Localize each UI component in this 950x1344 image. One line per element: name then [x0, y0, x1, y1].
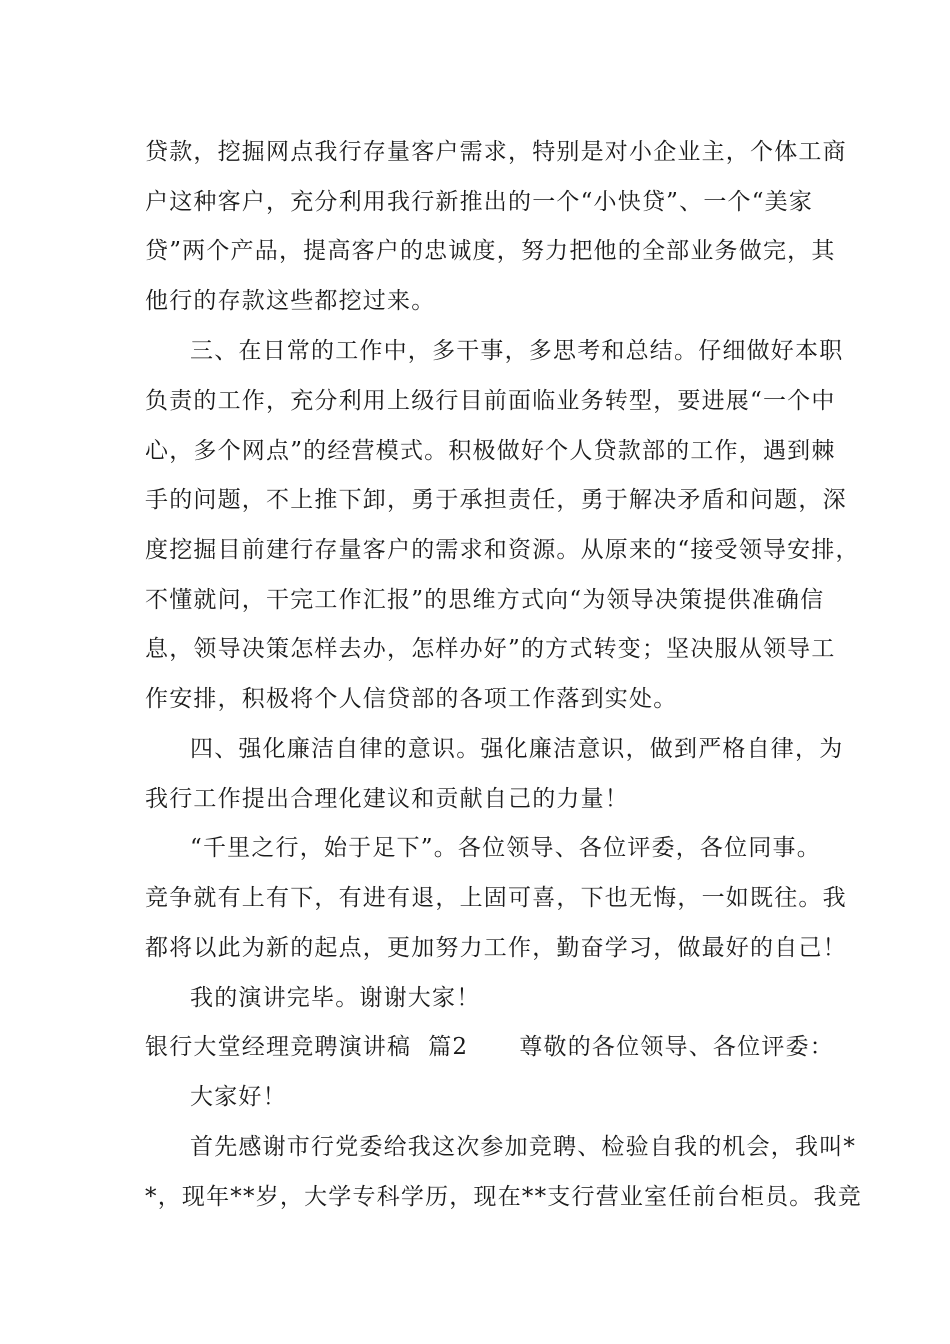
- text-line: 息，领导决策怎样去办，怎样办好”的方式转变；坚决服从领导工: [145, 636, 836, 662]
- paragraph-start-line: 我的演讲完毕。谢谢大家！: [190, 985, 481, 1011]
- text-line: 手的问题，不上推下卸，勇于承担责任，勇于解决矛盾和问题，深: [145, 487, 847, 513]
- paragraph-start-line: 四、强化廉洁自律的意识。强化廉洁意识，做到严格自律，为: [190, 736, 844, 762]
- text-line: 户这种客户，充分利用我行新推出的一个“小快贷”、一个“美家: [145, 189, 814, 215]
- text-line: 他行的存款这些都挖过来。: [145, 288, 436, 314]
- greeting-line: 大家好！: [190, 1084, 287, 1110]
- text-line: 贷”两个产品，提高客户的忠诚度，努力把他的全部业务做完，其: [145, 238, 836, 264]
- text-line: 我行工作提出合理化建议和贡献自己的力量！: [145, 786, 629, 812]
- text-line: 贷款，挖掘网点我行存量客户需求，特别是对小企业主，个体工商: [145, 139, 847, 165]
- text-line: 竞争就有上有下，有进有退，上固可喜，下也无悔，一如既往。我: [145, 885, 847, 911]
- text-line: 心，多个网点”的经营模式。积极做好个人贷款部的工作，遇到棘: [145, 438, 836, 464]
- text-line: 作安排，积极将个人信贷部的各项工作落到实处。: [145, 686, 678, 712]
- text-line: 都将以此为新的起点，更加努力工作，勤奋学习，做最好的自己！: [145, 935, 847, 961]
- paragraph-start-line: 三、在日常的工作中，多干事，多思考和总结。仔细做好本职: [190, 338, 844, 364]
- section-heading-line: 银行大堂经理竞聘演讲稿 篇2 尊敬的各位领导、各位评委：: [145, 1034, 834, 1060]
- paragraph-start-line: “千里之行，始于足下”。各位领导、各位评委，各位同事。: [190, 835, 821, 861]
- text-line: *，现年**岁，大学专科学历，现在**支行营业室任前台柜员。我竞: [145, 1184, 862, 1210]
- text-line: 度挖掘目前建行存量客户的需求和资源。从原来的“接受领导安排，: [145, 537, 860, 563]
- text-line: 不懂就问，干完工作汇报”的思维方式向“为领导决策提供准确信: [145, 587, 825, 613]
- paragraph-start-line: 首先感谢市行党委给我这次参加竞聘、检验自我的机会，我叫*: [190, 1134, 857, 1160]
- text-line: 负责的工作，充分利用上级行目前面临业务转型，要进展“一个中: [145, 388, 836, 414]
